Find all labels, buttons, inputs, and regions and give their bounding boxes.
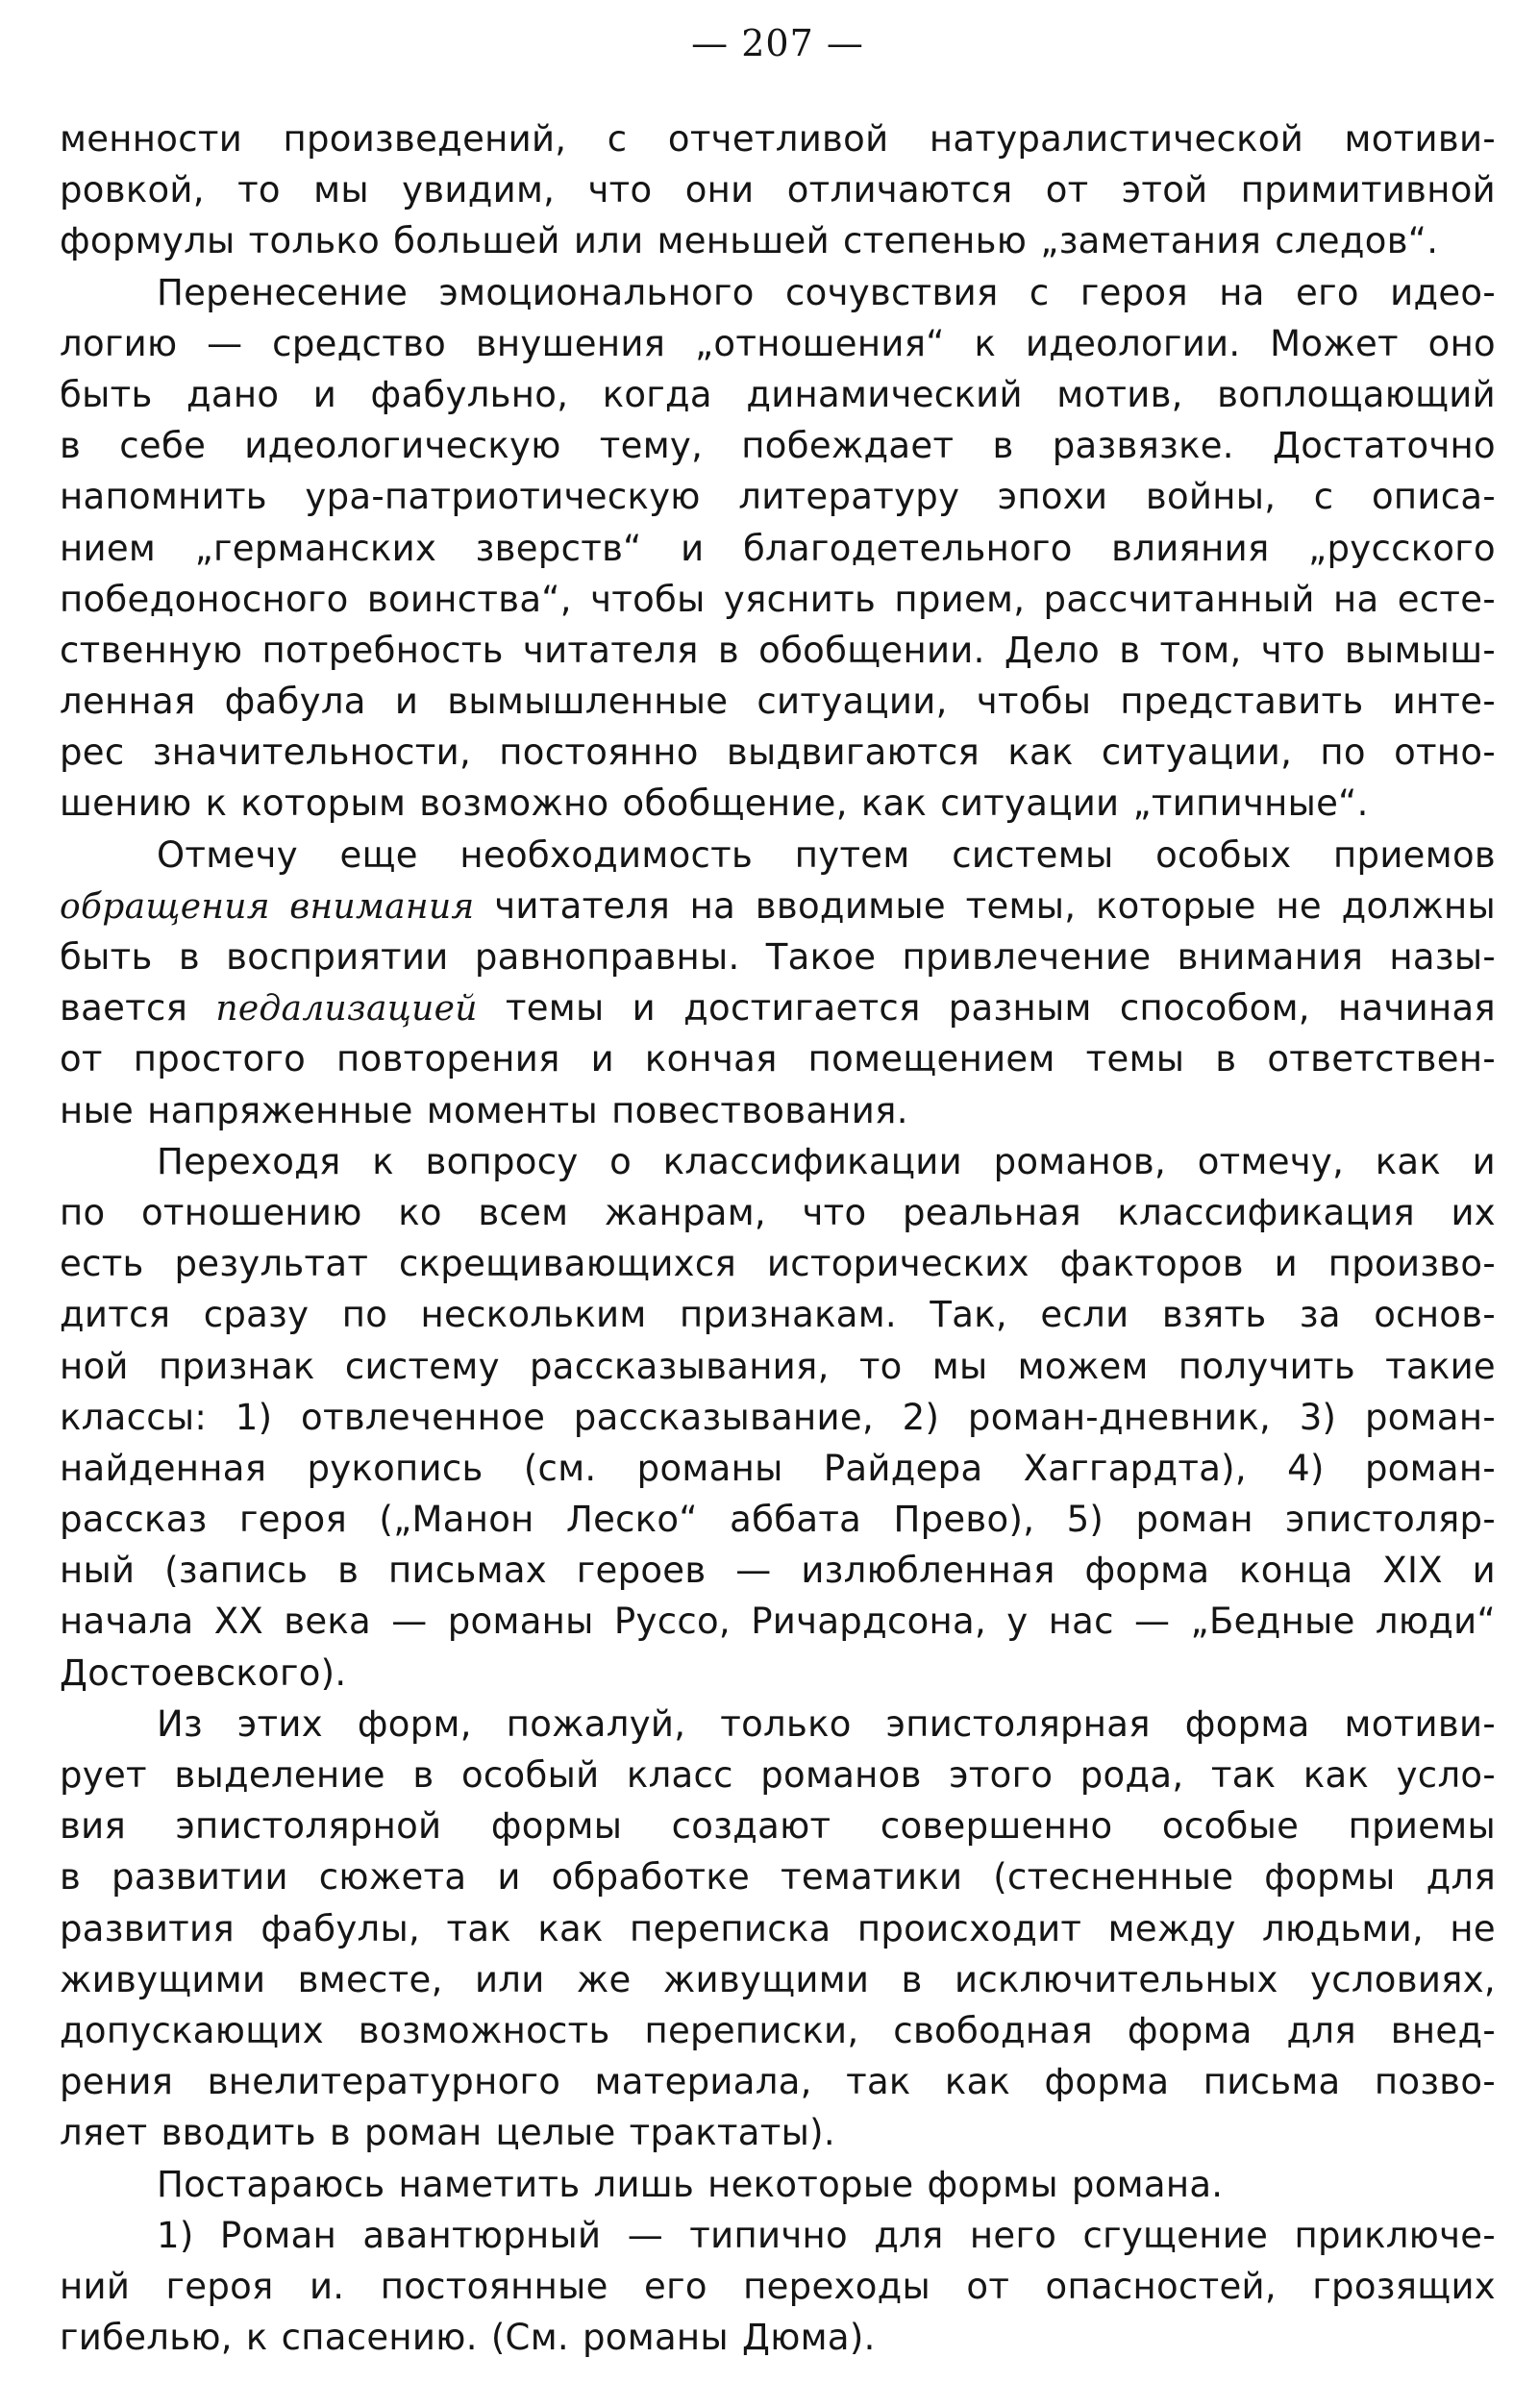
text-line: Из этих форм, пожалуй, только эпистолярная форма мотиви-	[157, 1702, 1496, 1745]
text-line: Отмечу еще необходимость путем системы особых приемов	[157, 833, 1496, 876]
text-line: классы: 1) отвлеченное рассказывание, 2) роман-дневник, 3) роман-	[60, 1396, 1496, 1438]
text-line: вия эпистолярной формы создают совершенно особые приемы	[60, 1805, 1496, 1848]
text-line: победоносного воинства“, чтобы уяснить прием, рассчитанный на есте-	[60, 578, 1496, 620]
text-segment: вается	[60, 987, 216, 1030]
text-line: менности произведений, с отчетливой натуралистической мотиви-	[60, 118, 1496, 160]
text-segment: читателя на вводимые темы, которые не должны	[474, 884, 1496, 927]
italic-emphasis: обращения внимания	[60, 886, 475, 927]
book-page	[60, 17, 1496, 2363]
text-line: ной признак систему рассказывания, то мы можем получить такие	[60, 1345, 1496, 1387]
text-line: быть дано и фабульно, когда динамический мотив, воплощающий	[60, 373, 1496, 415]
text-line: ные напряженные моменты повествования.	[60, 1089, 908, 1131]
text-body	[60, 113, 1496, 2363]
text-line: Переходя к вопросу о классификации романов, отмечу, как и	[157, 1140, 1496, 1182]
text-line: 1) Роман авантюрный — типично для него сгущение приключе-	[157, 2214, 1496, 2256]
text-line: найденная рукопись (см. романы Райдера Хаггардта), 4) роман-	[60, 1447, 1496, 1489]
text-line: Постараюсь наметить лишь некоторые формы романа.	[157, 2163, 1224, 2205]
text-line	[60, 881, 1496, 931]
text-line: шению к которым возможно обобщение, как ситуации „типичные“.	[60, 782, 1369, 825]
text-line: быть в восприятии равноправны. Такое привлечение внимания назы-	[60, 936, 1496, 978]
text-line: ляет вводить в роман целые трактаты).	[60, 2112, 835, 2154]
text-line: Достоевского).	[60, 1651, 347, 1694]
italic-emphasis: педализацией	[215, 989, 478, 1030]
text-line: ственную потребность читателя в обобщении. Дело в том, что вымыш-	[60, 629, 1496, 671]
text-line: от простого повторения и кончая помещением темы в ответствен-	[60, 1038, 1496, 1080]
text-segment: темы и достигается разным способом, начиная	[477, 987, 1496, 1030]
text-line: живущими вместе, или же живущими в исключительных условиях,	[60, 1958, 1496, 2000]
text-line: рует выделение в особый класс романов этого рода, так как усло-	[60, 1754, 1496, 1796]
text-line: есть результат скрещивающихся исторических факторов и произво-	[60, 1243, 1496, 1285]
text-line: гибелью, к спасению. (См. романы Дюма).	[60, 2317, 876, 2359]
text-line: по отношению ко всем жанрам, что реальная классификация их	[60, 1191, 1496, 1233]
text-line: дится сразу по нескольким признакам. Так, если взять за основ-	[60, 1294, 1496, 1336]
text-line: формулы только большей или меньшей степенью „заметания следов“.	[60, 220, 1439, 262]
text-line	[60, 982, 1496, 1033]
text-line: развития фабулы, так как переписка происходит между людьми, не	[60, 1907, 1496, 1949]
text-line: Перенесение эмоционального сочувствия с героя на его идео-	[157, 271, 1496, 313]
page-number: — 207 —	[691, 22, 864, 64]
text-line: рес значительности, постоянно выдвигаются как ситуации, по отно-	[60, 732, 1496, 774]
text-line: логию — средство внушения „отношения“ к идеологии. Может оно	[60, 322, 1496, 364]
text-line: допускающих возможность переписки, свободная форма для внед-	[60, 2009, 1496, 2051]
text-line: нием „германских зверств“ и благодетельного влияния „русского	[60, 527, 1496, 569]
text-line: в себе идеологическую тему, побеждает в развязке. Достаточно	[60, 425, 1496, 467]
text-line: рассказ героя („Манон Леско“ аббата Прево), 5) роман эпистоляр-	[60, 1499, 1496, 1541]
text-line: рения внелитературного материала, так как форма письма позво-	[60, 2061, 1496, 2103]
text-line: ный (запись в письмах героев — излюбленная форма конца XIX и	[60, 1550, 1496, 1592]
text-line: ленная фабула и вымышленные ситуации, чтобы представить инте-	[60, 681, 1496, 723]
text-line: в развитии сюжета и обработке тематики (стесненные формы для	[60, 1856, 1496, 1899]
text-line: начала XX века — романы Руссо, Ричардсона, у нас — „Бедные люди“	[60, 1601, 1496, 1643]
text-line: ний героя и. постоянные его переходы от опасностей, грозящих	[60, 2265, 1496, 2307]
text-line: ровкой, то мы увидим, что они отличаются от этой примитивной	[60, 169, 1496, 211]
text-line: напомнить ура-патриотическую литературу эпохи войны, с описа-	[60, 476, 1496, 518]
